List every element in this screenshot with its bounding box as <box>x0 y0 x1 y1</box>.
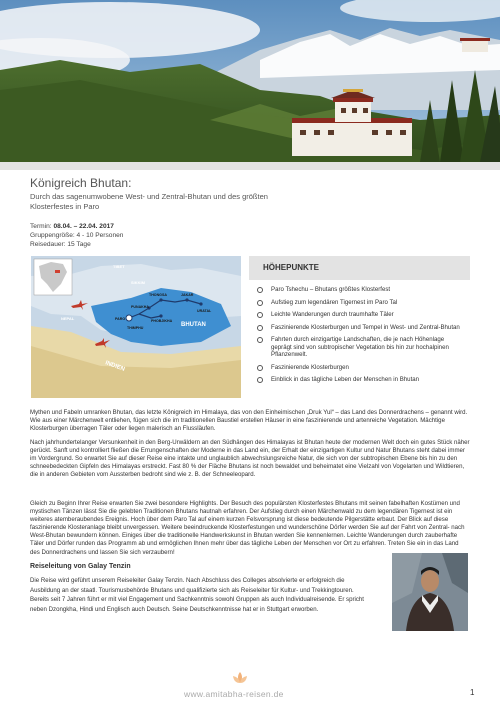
map-place-uratal: URATAL <box>197 309 212 313</box>
highlight-item: Aufstieg zum legendären Tigernest im Paro Tal <box>257 299 464 306</box>
bullet-circle-icon <box>257 337 263 343</box>
highlight-item: Leichte Wanderungen durch traumhafte Täler <box>257 311 464 318</box>
group-size: Gruppengröße: 4 - 10 Personen <box>30 232 124 239</box>
highlight-item: Faszinierende Klosterburgen und Tempel in West- und Zentral-Bhutan <box>257 324 464 331</box>
bullet-circle-icon <box>257 312 263 318</box>
bullet-circle-icon <box>257 300 263 306</box>
duration: Reisedauer: 15 Tage <box>30 241 91 248</box>
map-place-jakar: JAKAR <box>181 293 194 297</box>
highlight-item: Einblick in das tägliche Leben der Menschen in Bhutan <box>257 376 464 383</box>
map-label-nepal: NEPAL <box>61 316 75 321</box>
bullet-circle-icon <box>257 287 263 293</box>
guide-heading: Reiseleitung von Galay Tenzin <box>30 563 131 570</box>
highlights-heading: HÖHEPUNKTE <box>249 256 470 280</box>
highlight-item: Fahrten durch einzigartige Landschaften, die je nach Höhenlage geprägt sind von subtropischer Vegetation bis hin zur hochalpinen Pflanzenwelt. <box>257 336 464 358</box>
lotus-logo-icon <box>230 670 250 686</box>
header-band <box>0 162 500 170</box>
date-value: 08.04. – 22.04. 2017 <box>53 223 114 230</box>
page-subtitle: Durch das sagenumwobene West- und Zentral-Bhutan und des größten Klosterfestes in Paro <box>30 192 268 211</box>
hero-photo <box>0 0 500 162</box>
map-place-punakha: PUNAKHA <box>131 305 149 309</box>
website-url[interactable]: www.amitabha-reisen.de <box>184 689 284 699</box>
route-map <box>31 256 241 398</box>
page-title: Königreich Bhutan: <box>30 176 132 190</box>
highlight-item: Paro Tshechu – Bhutans größtes Klosterfest <box>257 286 464 293</box>
map-place-paro: PARO <box>115 317 126 321</box>
map-label-bhutan: BHUTAN <box>181 322 206 328</box>
map-label-tibet: TIBET <box>113 264 125 269</box>
map-label-sikkim: SIKKIM <box>131 280 145 285</box>
map-place-phobjikha: PHOBJIKHA <box>151 319 173 323</box>
bullet-circle-icon <box>257 365 263 371</box>
highlights-box <box>249 256 470 398</box>
map-place-thongsa: THONGSA <box>149 293 167 297</box>
highlights-list <box>249 286 470 384</box>
bullet-circle-icon <box>257 377 263 383</box>
trip-facts <box>30 222 123 249</box>
page-number: 1 <box>470 688 475 697</box>
guide-photo <box>392 553 468 631</box>
date-row <box>30 222 123 231</box>
map-place-thimphu: THIMPHU <box>127 326 144 330</box>
highlight-item: Faszinierende Klosterburgen <box>257 364 464 371</box>
map-label-india: INDIEN <box>104 360 126 373</box>
date-label: Termin: <box>30 223 52 230</box>
highlights-paragraph: Gleich zu Beginn Ihrer Reise erwarten Sie zwei besondere Highlights. Der Besuch des populärsten Klosterfestes Bhutans mit seinen fabelhaften Kostümen und mystischen Tänzen lässt Sie die gelebten Traditionen Bhutans hautnah erfahren. Der Aufstieg durch einen Märchenwald zu dem legendären Tigernest ist ein weiteres atemberaubendes Ereignis. Hoch über dem Paro Tal auf einem kurzen Felsvorsprung ist diese bedeutende Pilgerstätte erbaut. Der Blick auf diese faszinierende Klosteranlage bleibt unvergessen. Weitere beeindruckende Klosterfestungen und wunderschöne Dörfer werden Sie auf der Fahrt von Zentral- nach West-Bhutan bewundern können. Einiges über die traditionelle Handwerkskunst in Bhutan werden Sie kennenlernen. Leichte Wanderungen durch zauberhafte Täler und Dörfer runden das Programm ab und ermöglichen Ihnen mehr über das tägliche Leben der Menschen vor Ort zu erfahren. Treten Sie ein in das Land des Donnerdrachens und lassen Sie sich verzaubern! <box>30 500 465 556</box>
guide-text: Die Reise wird geführt unserem Reiseleiter Galay Tenzin. Nach Abschluss des Colleges absolvierte er erfolgreich die Ausbildung an der staatl. Tourismusbehörde Bhutans und qualifizierte sich als Reiseleiter für Kultur- und Trekkingtouren. Bereits seit 7 Jahren führt er mit viel Engagement und Sachkenntnis sowohl Gruppen als auch Individualreisende. Er spricht neben Dzongkha, Hindi und Englisch auch Deutsch. Seine Deutschkenntnisse hat er in Stuttgart erworben. <box>30 577 364 613</box>
nature-paragraph: Nach jahrhundertelanger Versunkenheit in den Berg-Urwäldern an den Südhängen des Himalayas ist Bhutan heute der modernen Welt doch ein gutes Stück näher gerückt. Sanft und kontrolliert fließen die Errungenschaften der Moderne in das Land ein, der Erhalt der einzigartigen Kultur und Natur Bhutans steht dabei immer im Vordergrund. So erwartet Sie auf dieser Reise eine intakte und unglaublich abwechslungsreiche Natur, die sich von der subtropischen Ebene bis hin zu den schneebedeckten Gipfeln des Himalayas erstreckt. Fast 80 % der Fläche Bhutans ist noch bewaldet und beheimatet eine Vielzahl von Vogelarten und Wildtieren, die in anderen Gebieten vom Aussterben bedroht sind wie z. B. der Schneeleopard. <box>30 439 470 479</box>
intro-paragraph: Mythen und Fabeln umranken Bhutan, das letzte Königreich im Himalaya, das von den Einheimischen „Druk Yul“ – das Land des Donnerdrachens – genannt wird. Wie aus einer Märchenwelt entliehen, fügen sich die im traditionellen Baustiel erstellen Häuser in eine faszinierende und artenreiche Vegetation. Mächtige Klosterburgen überragen Täler oder liegen malerisch an Flussläufen. <box>30 409 468 433</box>
bullet-circle-icon <box>257 325 263 331</box>
